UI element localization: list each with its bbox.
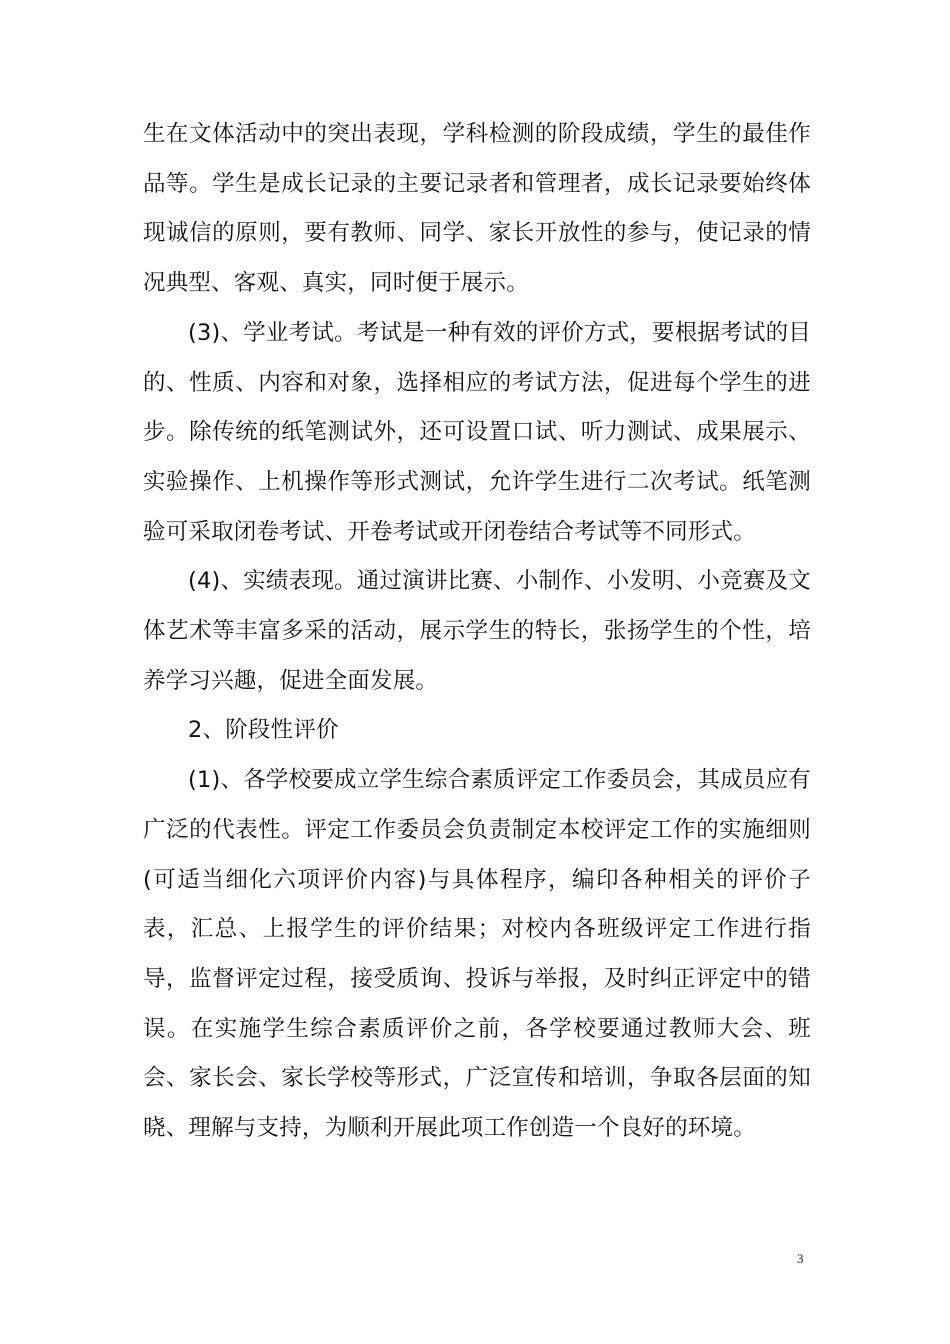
paragraph-academic-exam: (3)、学业考试。考试是一种有效的评价方式，要根据考试的目的、性质、内容和对象，选择相应的考试方法，促进每个学生的进步。除传统的纸笔测试外，还可设置口试、听力测试、成果展示、实验操作、上机操作等形式测试，允许学生进行二次考试。纸笔测验可采取闭卷考试、开卷考试或开闭卷结合考试等不同形式。: [143, 319, 811, 545]
page-number: 3: [797, 1251, 804, 1266]
paragraph-growth-record: 生在文体活动中的突出表现，学科检测的阶段成绩，学生的最佳作品等。学生是成长记录的主要记录者和管理者，成长记录要始终体现诚信的原则，要有教师、同学、家长开放性的参与，使记录的情况典型、客观、真实，同时便于展示。: [143, 121, 811, 297]
document-body: [143, 110, 811, 1154]
paragraph-performance: (4)、实绩表现。通过演讲比赛、小制作、小发明、小竞赛及文体艺术等丰富多采的活动，展示学生的特长，张扬学生的个性，培养学习兴趣，促进全面发展。: [143, 568, 811, 694]
section-heading-stage-evaluation: 2、阶段性评价: [188, 717, 339, 744]
paragraph-committee: (1)、各学校要成立学生综合素质评定工作委员会，其成员应有广泛的代表性。评定工作委员会负责制定本校评定工作的实施细则(可适当细化六项评价内容)与具体程序，编印各种相关的评价子表，汇总、上报学生的评价结果；对校内各班级评定工作进行指导，监督评定过程，接受质询、投诉与举报，及时纠正评定中的错误。在实施学生综合素质评价之前，各学校要通过教师大会、班会、家长会、家长学校等形式，广泛宣传和培训，争取各层面的知晓、理解与支持，为顺利开展此项工作创造一个良好的环境。: [143, 767, 811, 1142]
